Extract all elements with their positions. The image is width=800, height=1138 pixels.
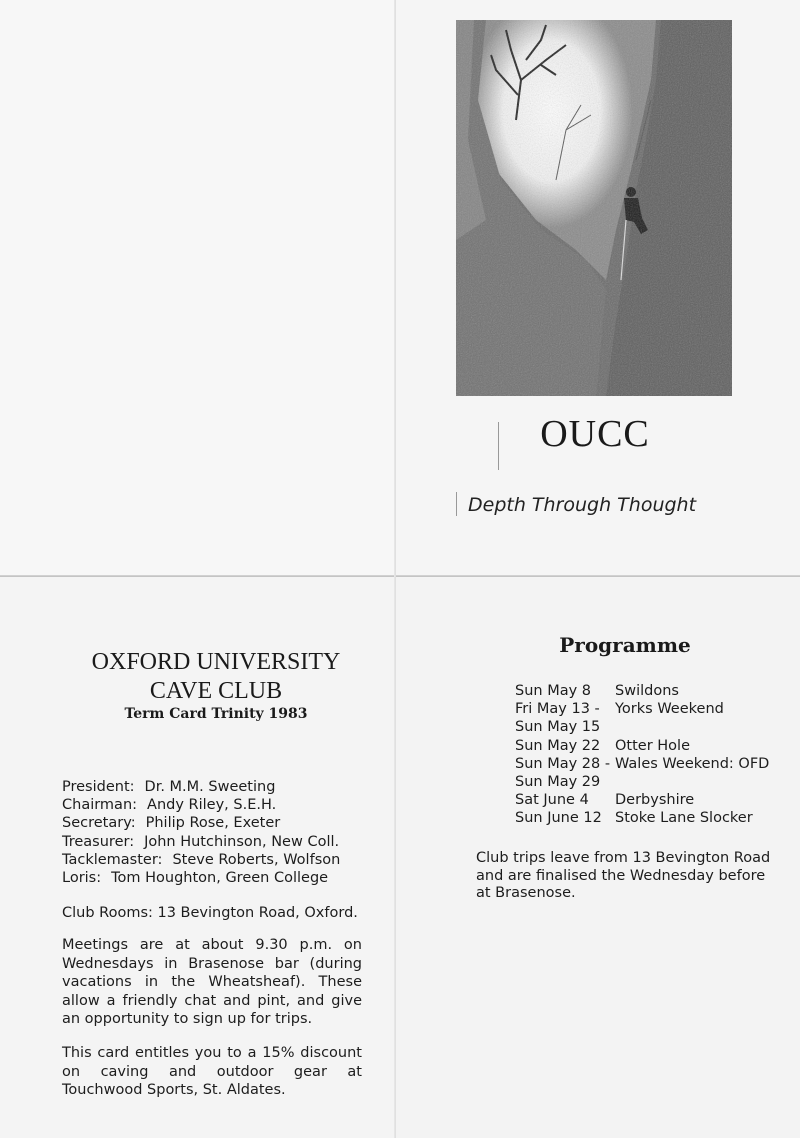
schedule-row	[515, 682, 769, 700]
trips-note: Club trips leave from 13 Bevington Road and are finalised the Wednesday before at Brasenose.	[476, 850, 771, 901]
schedule-date: Fri May 13 -	[515, 701, 600, 718]
schedule-date: Sun May 29	[515, 774, 601, 791]
schedule-row	[515, 809, 769, 827]
vertical-fold-line	[394, 0, 396, 1138]
schedule-date: Sun June 12	[515, 810, 602, 827]
programme-schedule	[515, 682, 769, 828]
officer-name: Philip Rose, Exeter	[145, 815, 281, 832]
schedule-date: Sun May 8	[515, 683, 592, 699]
term-card-heading: Term Card Trinity 1983	[124, 706, 308, 722]
gorge-photo-illustration	[456, 20, 732, 396]
schedule-event: Wales Weekend: OFD	[615, 755, 770, 772]
schedule-event: Yorks Weekend	[615, 701, 724, 718]
schedule-event: Otter Hole	[615, 737, 690, 754]
officer-name: Tom Houghton, Green College	[111, 870, 329, 887]
cover-photo	[456, 20, 732, 396]
scan-mark	[498, 422, 499, 470]
schedule-date: Sun May 28 -	[515, 755, 611, 772]
discount-text: This card entitles you to a 15% discount on caving and outdoor gear at Touchwood Sports, St. Aldates.	[62, 1045, 362, 1098]
scan-mark	[456, 492, 457, 516]
schedule-row	[515, 718, 769, 736]
schedule-row	[515, 791, 769, 809]
schedule-date: Sun May 15	[515, 719, 601, 736]
schedule-event: Swildons	[615, 683, 679, 699]
schedule-row	[515, 700, 769, 718]
officer-row	[62, 796, 382, 814]
schedule-event: Derbyshire	[615, 792, 695, 809]
officer-role: Treasurer:	[62, 833, 135, 850]
club-name-line2: CAVE CLUB	[149, 678, 283, 704]
officer-row	[62, 851, 382, 869]
programme-title: Programme	[559, 633, 691, 657]
schedule-date: Sat June 4	[515, 792, 589, 809]
officer-name: Andy Riley, S.E.H.	[147, 797, 277, 814]
officer-role: Chairman:	[62, 797, 138, 814]
officer-name: Steve Roberts, Wolfson	[172, 851, 341, 868]
officer-row	[62, 814, 382, 832]
officer-row	[62, 869, 382, 887]
schedule-date: Sun May 22	[515, 737, 601, 754]
officer-name: Dr. M.M. Sweeting	[144, 779, 276, 795]
officer-role: President:	[62, 779, 135, 795]
meetings-text: Meetings are at about 9.30 p.m. on Wednesdays in Brasenose bar (during vacations in the Wheatsheaf). These allow a friendly chat and pint, and give an opportunity to sign up for trips.	[62, 937, 362, 1027]
officer-row	[62, 778, 382, 796]
cover-motto: Depth Through Thought	[468, 494, 697, 516]
cover-title: OUCC	[540, 413, 650, 455]
schedule-row	[515, 773, 769, 791]
schedule-event: Stoke Lane Slocker	[615, 810, 753, 827]
officer-role: Loris:	[62, 870, 102, 887]
officer-role: Secretary:	[62, 815, 136, 832]
officer-name: John Hutchinson, New Coll.	[144, 833, 340, 850]
club-name-line1: OXFORD UNIVERSITY	[91, 649, 341, 675]
officers-list	[62, 778, 382, 887]
horizontal-fold-line	[0, 575, 800, 577]
club-rooms-text: Club Rooms: 13 Bevington Road, Oxford.	[62, 905, 358, 921]
club-name	[60, 648, 372, 706]
schedule-row	[515, 737, 769, 755]
officer-role: Tacklemaster:	[62, 851, 163, 868]
officer-row	[62, 833, 382, 851]
back-cover-panel	[0, 0, 396, 576]
schedule-row	[515, 755, 769, 773]
